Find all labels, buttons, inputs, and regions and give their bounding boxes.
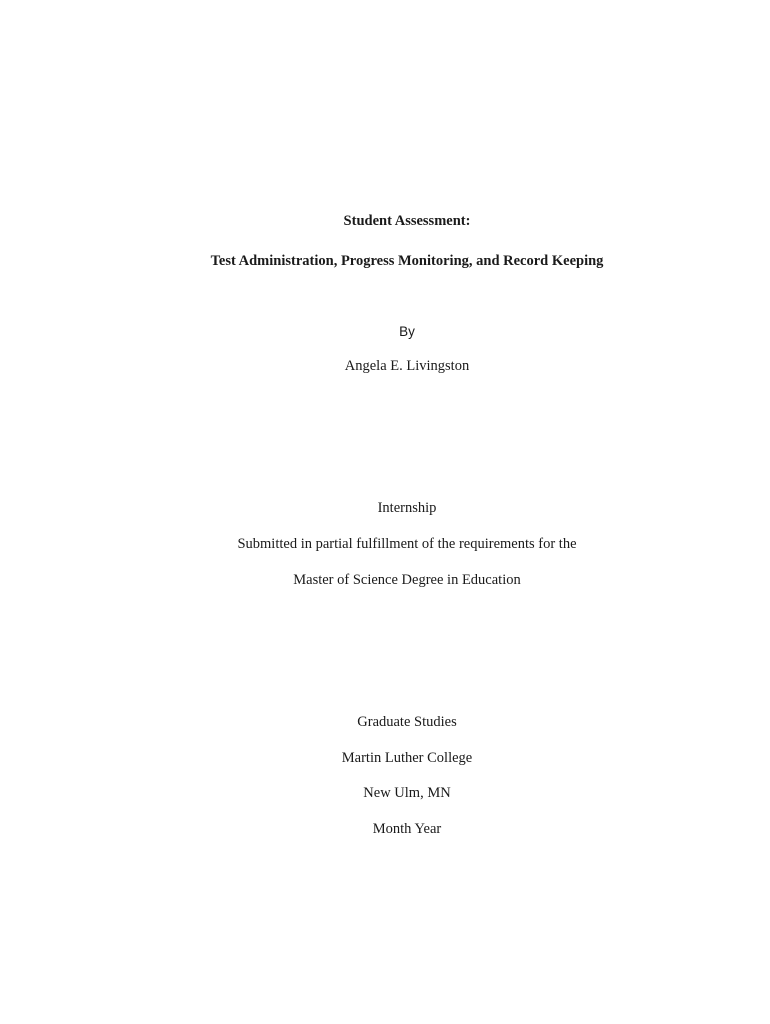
document-title: Student Assessment: (343, 213, 471, 229)
institution-location: New Ulm, MN (363, 785, 451, 801)
submission-statement: Submitted in partial fulfillment of the requirements for the (237, 536, 577, 552)
by-label: By (399, 324, 415, 339)
degree-name: Master of Science Degree in Education (293, 572, 521, 588)
document-subtitle: Test Administration, Progress Monitoring, and Record Keeping (210, 253, 604, 269)
department-name: Graduate Studies (357, 714, 457, 730)
institution-name: Martin Luther College (341, 750, 473, 766)
author-name: Angela E. Livingston (344, 358, 470, 374)
submission-date: Month Year (372, 821, 442, 837)
document-type: Internship (377, 500, 437, 516)
